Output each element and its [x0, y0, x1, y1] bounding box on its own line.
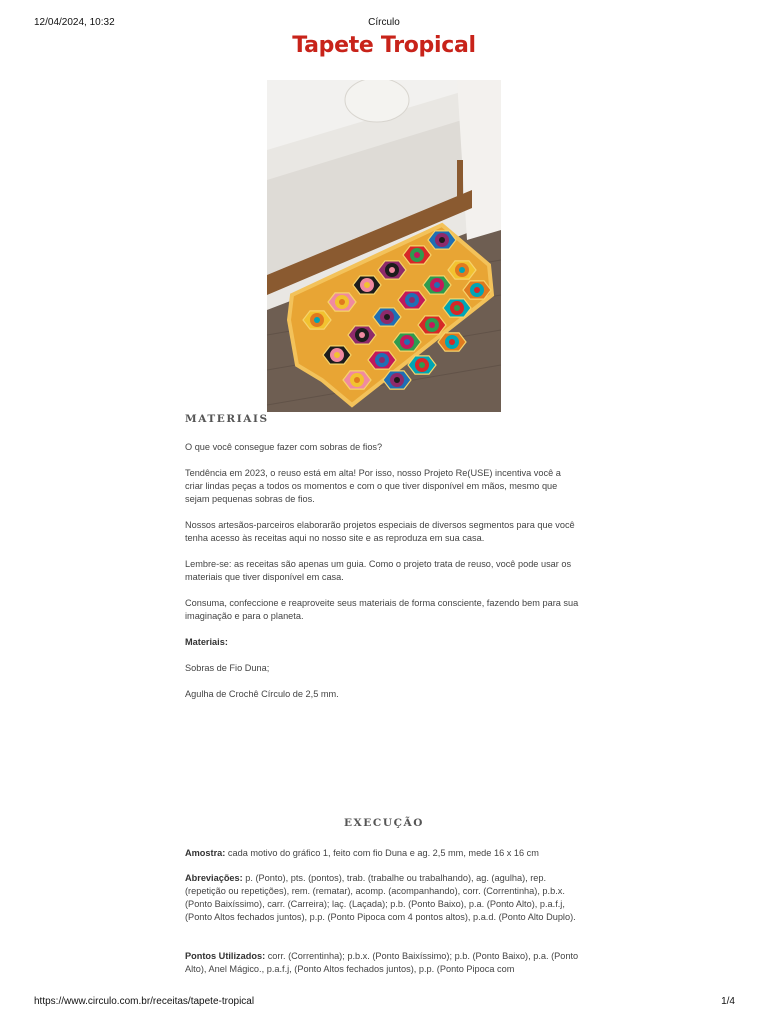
materiais-paragraph-2 — [185, 467, 580, 506]
list-label: Materiais: — [185, 637, 228, 647]
materiais-paragraph-1 — [185, 441, 580, 454]
amostra-label: Amostra: — [185, 848, 226, 858]
rug-motif-center — [384, 314, 390, 320]
pontos-paragraph — [185, 950, 580, 976]
rug-motif-center — [414, 252, 420, 258]
rug-motif-center — [389, 267, 395, 273]
rug-motif-center — [354, 377, 360, 383]
amostra-text: cada motivo do gráfico 1, feito com fio Duna e ag. 2,5 mm, mede 16 x 16 cm — [225, 848, 539, 858]
page-title: Tapete Tropical — [292, 33, 476, 58]
materiais-paragraph-4 — [185, 558, 580, 584]
abreviacoes-paragraph — [185, 872, 580, 924]
materiais-heading: MATERIAIS — [185, 413, 269, 425]
materiais-paragraph-5 — [185, 597, 580, 623]
paragraph-text: Consuma, confeccione e reaproveite seus materiais de forma consciente, fazendo bem para sua imaginação e para o planeta. — [185, 598, 579, 621]
print-datetime: 12/04/2024, 10:32 — [34, 17, 115, 28]
list-item: Sobras de Fio Duna; — [185, 663, 270, 673]
page-number: 1/4 — [721, 996, 735, 1007]
paragraph-text: O que você consegue fazer com sobras de fios? — [185, 442, 383, 452]
rug-motif-center — [429, 322, 435, 328]
rug-motif-center — [314, 317, 320, 323]
rug-motif-center — [364, 282, 370, 288]
print-url: https://www.circulo.com.br/receitas/tapete-tropical — [34, 996, 255, 1007]
rug-motif-center — [439, 237, 445, 243]
pontos-text: corr. (Correntinha); p.b.x. (Ponto Baixíssimo); p.b. (Ponto Baixo), p.a. (Ponto Alto), Anel Mágico., p.a.f.j, (Ponto Altos fechados juntos), p.p. (Ponto Pipoca com — [185, 951, 579, 974]
rug-motif-center — [474, 287, 480, 293]
rug-motif-center — [394, 377, 400, 383]
rug-photo — [267, 80, 501, 412]
abreviacoes-text: p. (Ponto), pts. (pontos), trab. (trabalhe ou trabalhando), ag. (agulha), rep. (repetição ou repetições), rem. (rematar), acomp. (acompanhando), corr. (Correntinha), p.b.x. (Ponto Baixíssimo), carr. (Carreira); laç. (Laçada); p.b. (Ponto Baixo), p.a. (Ponto Alto), p.a.f.j, (Ponto Altos fechados juntos), p.p. (Ponto Pipoca com 4 pontos altos), p.a.d. (Ponto Alto Duplo). — [185, 873, 576, 922]
paragraph-text: Nossos artesãos-parceiros elaborarão projetos especiais de diversos segmentos para que você tenha acesso às receitas aqui no nosso site e as reproduza em sua casa. — [185, 520, 575, 543]
materiais-item-2 — [185, 688, 580, 701]
rug-motif-center — [404, 339, 410, 345]
rug-motif-center — [454, 305, 460, 311]
list-item: Agulha de Crochê Círculo de 2,5 mm. — [185, 689, 339, 699]
materiais-list-label — [185, 636, 580, 649]
rug-motif-center — [409, 297, 415, 303]
paragraph-text: Tendência em 2023, o reuso está em alta! Por isso, nosso Projeto Re(USE) incentiva você a criar lindas peças a todos os momentos e com o que tiver disponível em mãos, mesmo que sejam pequenas sobras de fios. — [185, 468, 561, 504]
rug-motif-center — [449, 339, 455, 345]
rug-motif-center — [434, 282, 440, 288]
rug-motif-center — [359, 332, 365, 338]
execucao-heading: EXECUÇÃO — [343, 817, 425, 829]
amostra-paragraph — [185, 847, 580, 860]
materiais-item-1 — [185, 662, 580, 675]
rug-motif-center — [459, 267, 465, 273]
abreviacoes-label: Abreviações: — [185, 873, 243, 883]
pontos-label: Pontos Utilizados: — [185, 951, 266, 961]
rug-motif-center — [339, 299, 345, 305]
materiais-paragraph-3 — [185, 519, 580, 545]
paragraph-text: Lembre-se: as receitas são apenas um guia. Como o projeto trata de reuso, você pode usar os materiais que tiver disponível em casa. — [185, 559, 572, 582]
rug-motif-center — [334, 352, 340, 358]
print-site-title: Círculo — [368, 17, 400, 28]
rug-motif-center — [419, 362, 425, 368]
rug-motif-center — [379, 357, 385, 363]
